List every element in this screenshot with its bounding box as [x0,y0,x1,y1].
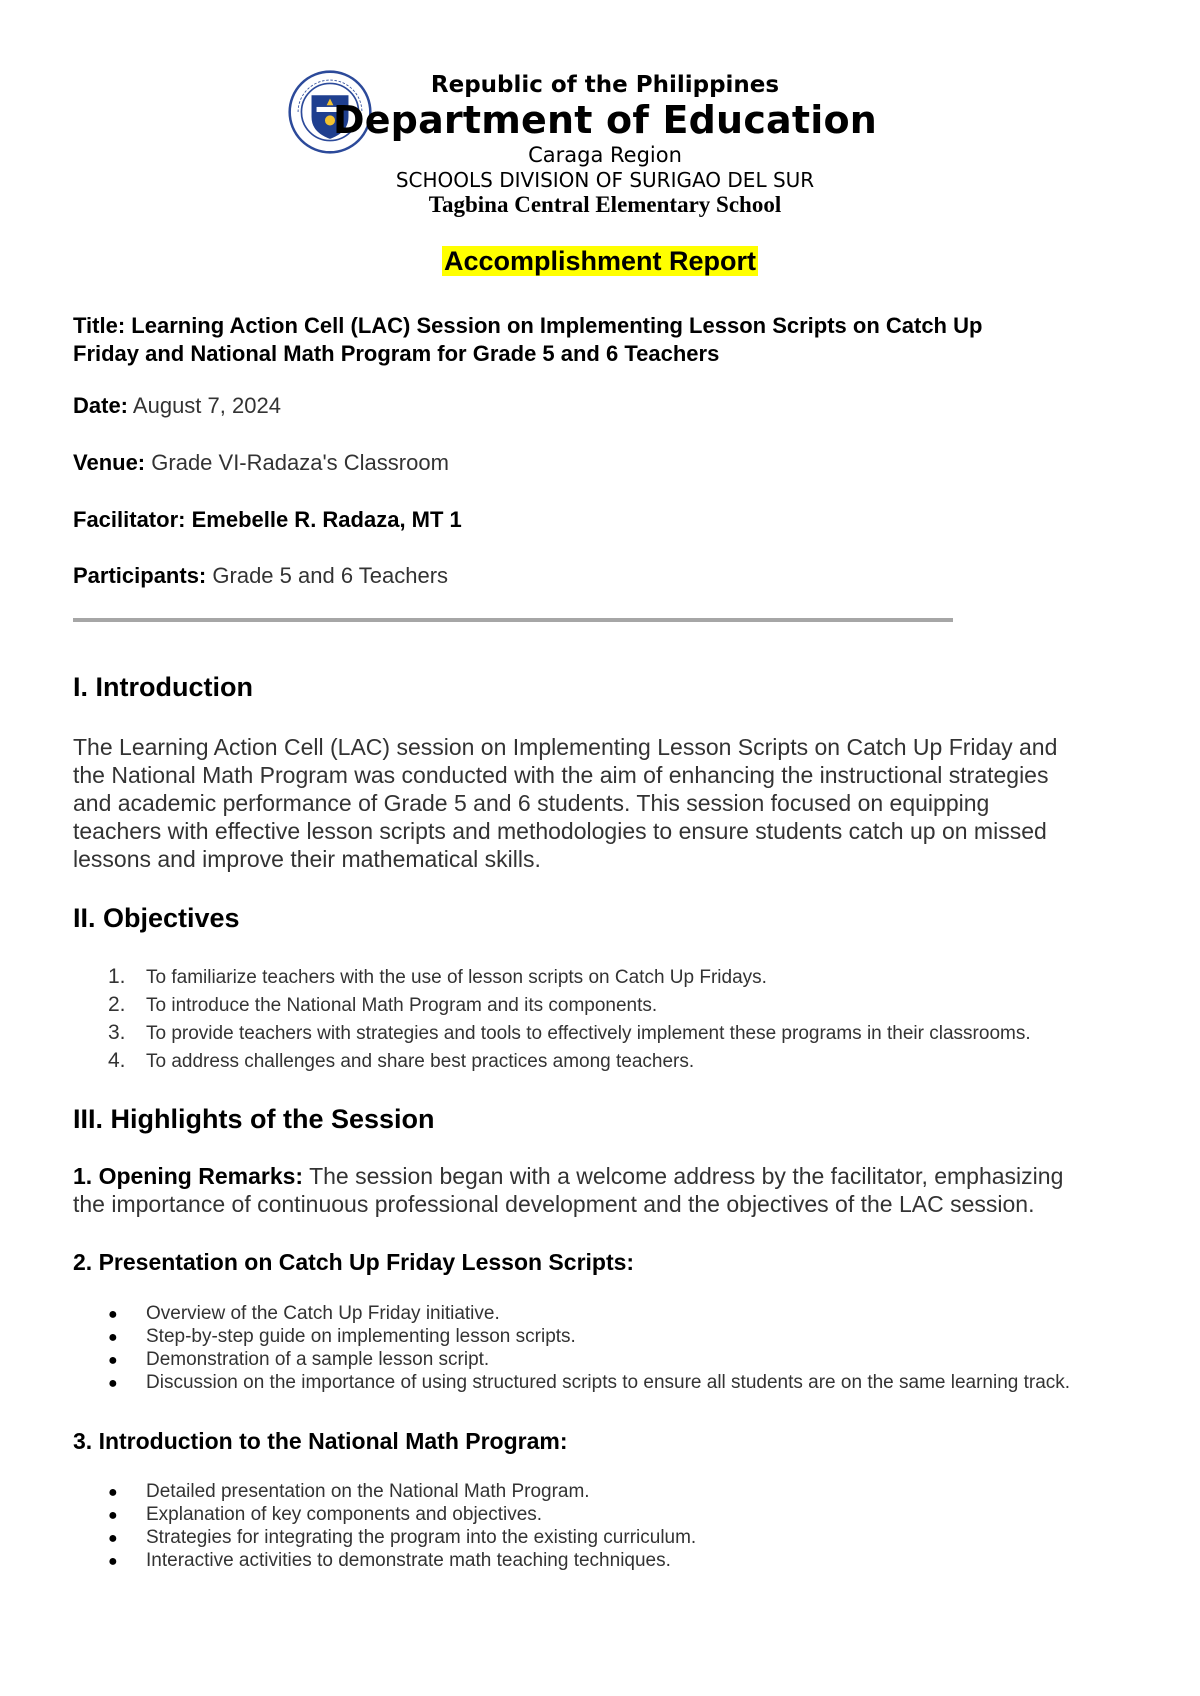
venue-field [73,449,1133,477]
nmp-item-text: Interactive activities to demonstrate math teaching techniques. [146,1550,671,1571]
region-heading: Caraga Region [528,143,682,167]
report-title-text: Accomplishment Report [443,246,757,276]
objective-text: To familiarize teachers with the use of lesson scripts on Catch Up Fridays. [146,967,767,988]
facilitator-field [73,506,1133,534]
objective-number: 1. [108,965,126,988]
participants-label: Participants: [73,563,207,588]
participants-field [73,562,1133,590]
presentation-item-text: Overview of the Catch Up Friday initiative. [146,1303,500,1324]
bullet-icon: ● [108,1530,118,1547]
presentation-list [108,1302,1070,1394]
objective-text: To introduce the National Math Program and its components. [146,995,658,1016]
bullet-icon: ● [108,1507,118,1524]
venue-value: Grade VI-Radaza's Classroom [151,450,449,475]
presentation-item-text: Discussion on the importance of using structured scripts to ensure all students are on the same learning track. [146,1372,1071,1393]
title-label: Title: [73,313,126,338]
facilitator-value: Emebelle R. Radaza, MT 1 [191,507,462,532]
bullet-icon: ● [108,1484,118,1501]
objective-number: 4. [108,1049,126,1072]
objective-item [108,1047,1031,1075]
intro-line: teachers with effective lesson scripts and methodologies to ensure students catch up on missed [73,818,1047,844]
presentation-item [108,1348,1070,1371]
opening-remarks [73,1162,1143,1218]
presentation-item [108,1302,1070,1325]
bullet-icon: ● [108,1352,118,1369]
objective-number: 3. [108,1021,126,1044]
date-field [73,392,1133,420]
participants-value: Grade 5 and 6 Teachers [212,563,449,588]
presentation-item-text: Step-by-step guide on implementing lesson scripts. [146,1326,576,1347]
objective-item [108,963,1031,991]
horizontal-divider [73,618,953,622]
objective-item [108,1019,1031,1047]
title-value-line2: Friday and National Math Program for Grade 5 and 6 Teachers [73,341,720,366]
nmp-item-text: Explanation of key components and objectives. [146,1504,543,1525]
opening-remarks-line2: the importance of continuous professional development and the objectives of the LAC session. [73,1191,1035,1217]
intro-line: and academic performance of Grade 5 and 6 students. This session focused on equipping [73,790,990,816]
objective-item [108,991,1031,1019]
republic-heading: Republic of the Philippines [430,72,780,98]
presentation-item [108,1325,1070,1348]
school-heading: Tagbina Central Elementary School [428,192,782,217]
presentation-item [108,1371,1070,1394]
nmp-item [108,1526,696,1549]
nmp-item [108,1549,696,1572]
nmp-item-text: Detailed presentation on the National Math Program. [146,1481,590,1502]
introduction-paragraph [73,733,1143,873]
report-title-line [73,312,1133,368]
nmp-item [108,1503,696,1526]
presentation-heading: 2. Presentation on Catch Up Friday Lesson Scripts: [73,1249,635,1275]
bullet-icon: ● [108,1375,118,1392]
date-label: Date: [73,393,129,418]
objectives-list [108,963,1031,1075]
division-heading: SCHOOLS DIVISION OF SURIGAO DEL SUR [395,168,815,192]
opening-remarks-line1: The session began with a welcome address by the facilitator, emphasizing [309,1163,1064,1189]
presentation-item-text: Demonstration of a sample lesson script. [146,1349,490,1370]
objective-text: To provide teachers with strategies and tools to effectively implement these programs in their classrooms. [146,1023,1031,1044]
bullet-icon: ● [108,1329,118,1346]
introduction-heading: I. Introduction [73,672,253,702]
report-title [0,246,1200,277]
objective-text: To address challenges and share best practices among teachers. [146,1051,695,1072]
intro-line: lessons and improve their mathematical skills. [73,846,541,872]
nmp-heading: 3. Introduction to the National Math Program: [73,1428,568,1454]
bullet-icon: ● [108,1553,118,1570]
facilitator-label: Facilitator: [73,507,186,532]
nmp-item [108,1480,696,1503]
highlights-heading: III. Highlights of the Session [73,1104,435,1134]
intro-line: The Learning Action Cell (LAC) session on Implementing Lesson Scripts on Catch Up Friday and [73,734,1058,760]
venue-label: Venue: [73,450,146,475]
department-heading: Department of Education [332,98,878,142]
bullet-icon: ● [108,1306,118,1323]
intro-line: the National Math Program was conducted with the aim of enhancing the instructional strategies [73,762,1049,788]
objective-number: 2. [108,993,126,1016]
opening-remarks-label: 1. Opening Remarks: [73,1163,304,1189]
objectives-heading: II. Objectives [73,903,240,933]
nmp-list [108,1480,696,1572]
title-value-line1: Learning Action Cell (LAC) Session on Implementing Lesson Scripts on Catch Up [131,313,983,338]
date-value: August 7, 2024 [132,393,281,418]
nmp-item-text: Strategies for integrating the program into the existing curriculum. [146,1527,697,1548]
